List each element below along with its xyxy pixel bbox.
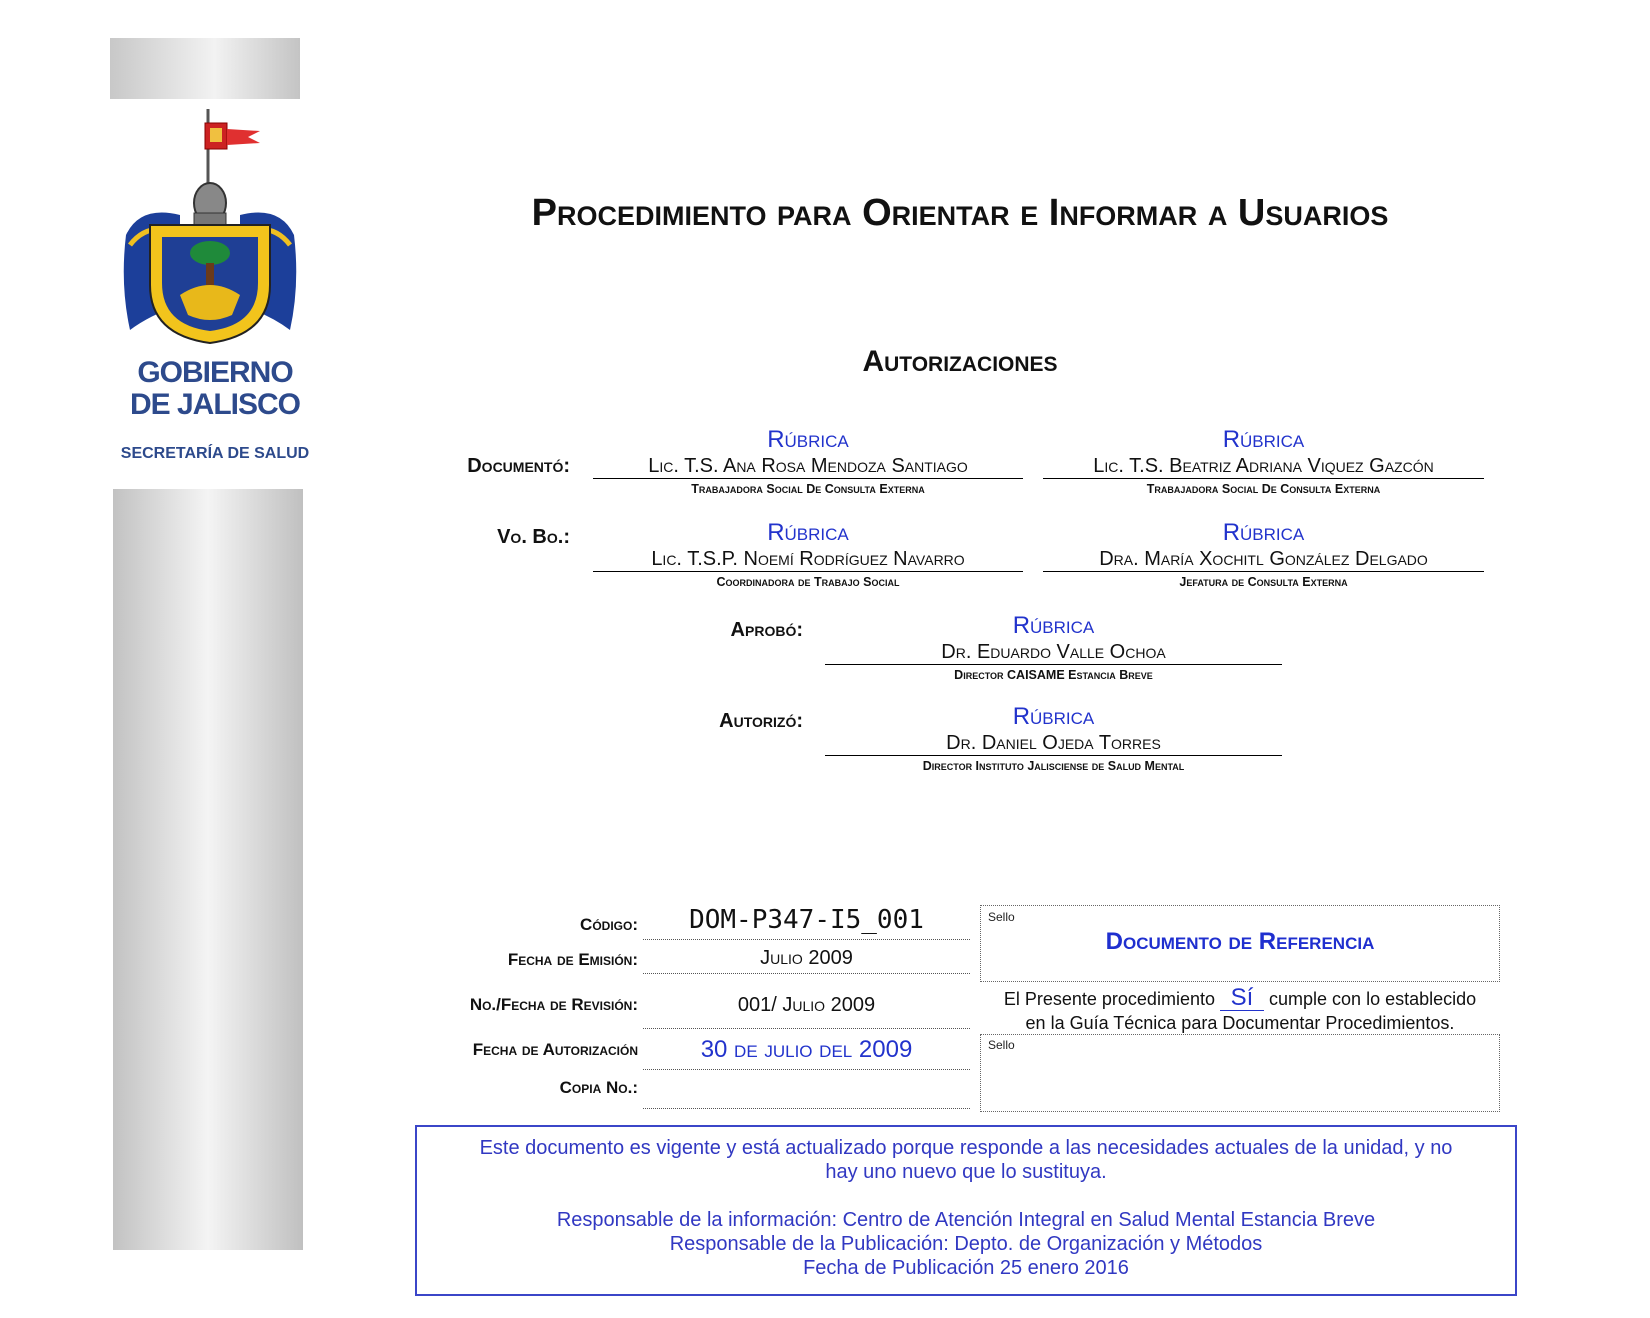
signer-name: Dr. Eduardo Valle Ochoa bbox=[825, 640, 1282, 665]
vobo-label: Vo. Bo.: bbox=[497, 526, 570, 548]
rubrica-text: Rúbrica bbox=[1222, 426, 1305, 453]
fecha-autorizacion-label: Fecha de Autorización bbox=[472, 1040, 638, 1059]
signer-name: Dr. Daniel Ojeda Torres bbox=[825, 731, 1282, 756]
fecha-autorizacion-value: 30 de julio del 2009 bbox=[643, 1030, 970, 1070]
org-name bbox=[100, 356, 330, 422]
section-title: Autorizaciones bbox=[862, 345, 1058, 378]
signer-role: Trabajadora Social De Consulta Externa bbox=[691, 482, 925, 496]
signer-name: Lic. T.S.P. Noemí Rodríguez Navarro bbox=[593, 547, 1023, 572]
signature-doc1 bbox=[593, 426, 1023, 497]
rubrica-text: Rúbrica bbox=[1012, 703, 1095, 730]
autorizo-label: Autorizó: bbox=[719, 710, 803, 732]
codigo-label: Código: bbox=[580, 915, 638, 934]
copia-value bbox=[643, 1070, 970, 1109]
revision-value: 001/ Julio 2009 bbox=[643, 985, 970, 1029]
signer-name: Lic. T.S. Beatriz Adriana Viquez Gazcón bbox=[1043, 454, 1484, 479]
org-name-line2: DE JALISCO bbox=[129, 388, 301, 421]
validity-notice bbox=[415, 1125, 1517, 1296]
copia-label: Copia No.: bbox=[559, 1078, 638, 1097]
sidebar-gradient-top bbox=[110, 38, 300, 99]
statement-answer: Sí bbox=[1220, 986, 1264, 1011]
signer-role: Director CAISAME Estancia Breve bbox=[954, 668, 1153, 682]
signature-autorizo bbox=[825, 703, 1282, 774]
signer-role: Director Instituto Jalisciense de Salud Mental bbox=[922, 759, 1185, 773]
codigo-value: DOM-P347-I5_001 bbox=[643, 902, 970, 940]
notice-line5: Fecha de Publicación 25 enero 2016 bbox=[803, 1257, 1129, 1279]
rubrica-text: Rúbrica bbox=[1222, 519, 1305, 546]
notice-line2: hay uno nuevo que lo sustituya. bbox=[825, 1161, 1107, 1183]
documento-referencia-title: Documento de Referencia bbox=[1105, 928, 1375, 955]
notice-line4: Responsable de la Publicación: Depto. de Organización y Métodos bbox=[669, 1233, 1263, 1255]
signature-doc2 bbox=[1043, 426, 1484, 497]
fecha-emision-label: Fecha de Emisión: bbox=[507, 950, 638, 969]
signer-name: Dra. María Xochitl González Delgado bbox=[1043, 547, 1484, 572]
sidebar-gradient-bar bbox=[113, 489, 303, 1250]
sello-box-top bbox=[980, 905, 1500, 982]
page-title: Procedimiento para Orientar e Informar a Usuarios bbox=[531, 192, 1389, 234]
statement-line2: en la Guía Técnica para Documentar Procedimientos. bbox=[1025, 1013, 1455, 1033]
rubrica-text: Rúbrica bbox=[767, 426, 849, 453]
coat-of-arms-logo bbox=[120, 105, 300, 345]
signer-name: Lic. T.S. Ana Rosa Mendoza Santiago bbox=[593, 454, 1023, 479]
signer-role: Coordinadora de Trabajo Social bbox=[716, 575, 900, 589]
fecha-emision-value: Julio 2009 bbox=[643, 943, 970, 974]
statement-pre: El Presente procedimiento bbox=[1003, 989, 1215, 1009]
signature-vobo2 bbox=[1043, 519, 1484, 590]
aprobo-label: Aprobó: bbox=[730, 619, 803, 641]
reference-statement bbox=[975, 986, 1505, 1035]
notice-line3: Responsable de la información: Centro de Atención Integral en Salud Mental Estancia Breve bbox=[556, 1209, 1376, 1231]
signer-role: Jefatura de Consulta Externa bbox=[1179, 575, 1348, 589]
signature-vobo1 bbox=[593, 519, 1023, 590]
documento-label: Documentó: bbox=[467, 455, 570, 477]
rubrica-text: Rúbrica bbox=[767, 519, 849, 546]
signature-aprobo bbox=[825, 612, 1282, 683]
rubrica-text: Rúbrica bbox=[1012, 612, 1095, 639]
sello-label: Sello bbox=[988, 1038, 1015, 1052]
sello-box-bottom bbox=[980, 1034, 1500, 1112]
sello-label: Sello bbox=[988, 910, 1015, 924]
org-name-line1: GOBIERNO bbox=[137, 356, 293, 389]
notice-line1: Este documento es vigente y está actualizado porque responde a las necesidades actuales de la unidad, y no bbox=[479, 1137, 1453, 1159]
statement-post: cumple con lo establecido bbox=[1269, 989, 1477, 1009]
department-name: SECRETARÍA DE SALUD bbox=[120, 445, 310, 462]
revision-label: No./Fecha de Revisión: bbox=[469, 995, 638, 1014]
signer-role: Trabajadora Social De Consulta Externa bbox=[1146, 482, 1381, 496]
